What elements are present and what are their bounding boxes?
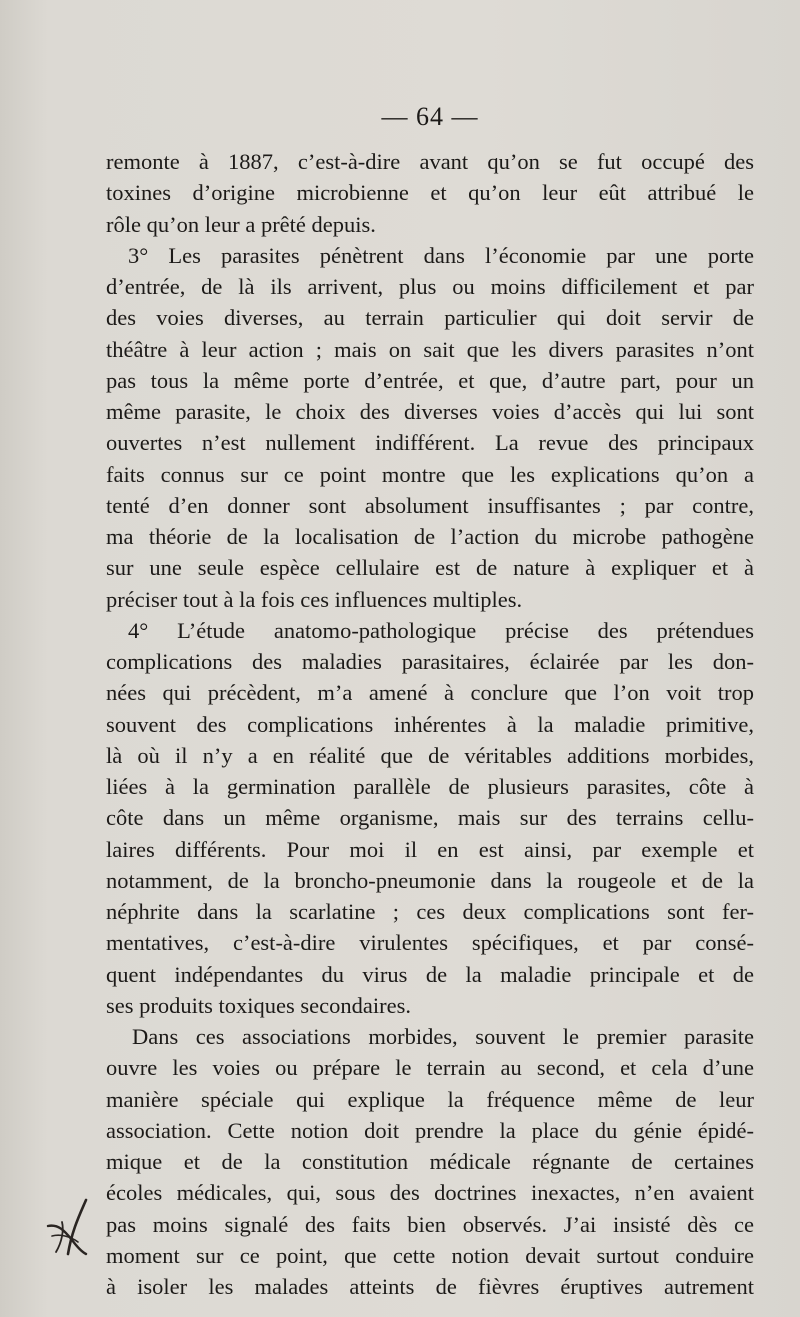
text-line: pas tous la même porte d’entrée, et que, d’autre part, pour un <box>106 367 754 393</box>
text-line: nées qui précèdent, m’a amené à conclure que l’on voit trop <box>106 680 754 706</box>
text-line: tenté d’en donner sont absolument insuffisantes ; par contre, <box>106 492 754 518</box>
text-line: mique et de la constitution médicale régnante de certaines <box>106 1149 754 1174</box>
text-line: ses produits toxiques secondaires. <box>106 992 411 1018</box>
text-line: liées à la germination parallèle de plusieurs parasites, côte à <box>106 774 754 799</box>
text-line: à isoler les malades atteints de fièvres éruptives autrement <box>106 1274 754 1299</box>
text-line: moment sur ce point, que cette notion devait surtout conduire <box>106 1242 754 1268</box>
text-line: Dans ces associations morbides, souvent le premier parasite <box>132 1024 754 1049</box>
text-line: ouvertes n’est nullement indifférent. La revue des principaux <box>106 430 754 456</box>
text-line: souvent des complications inhérentes à la maladie primitive, <box>106 711 754 737</box>
text-line: des voies diverses, au terrain particulier qui doit servir de <box>106 305 754 331</box>
text-line: notamment, de la broncho-pneumonie dans la rougeole et de la <box>106 867 754 893</box>
text-line: ma théorie de la localisation de l’action du microbe pathogène <box>106 524 754 549</box>
text-line: préciser tout à la fois ces influences multiples. <box>106 586 523 612</box>
text-line: complications des maladies parasitaires, éclairée par les don- <box>106 649 754 674</box>
text-line: toxines d’origine microbienne et qu’on leur eût attribué le <box>106 180 754 206</box>
text-line: faits connus sur ce point montre que les explications qu’on a <box>106 461 754 487</box>
text-line: écoles médicales, qui, sous des doctrines inexactes, n’en avaient <box>106 1180 754 1206</box>
handwritten-margin-mark-icon <box>42 1196 96 1258</box>
text-line: laires différents. Pour moi il en est ainsi, par exemple et <box>106 836 754 862</box>
text-line: côte dans un même organisme, mais sur des terrains cellu- <box>106 805 754 831</box>
text-line: remonte à 1887, c’est-à-dire avant qu’on se fut occupé des <box>106 149 754 174</box>
text-line: rôle qu’on leur a prêté depuis. <box>106 211 376 237</box>
text-line: théâtre à leur action ; mais on sait que les divers parasites n’ont <box>106 336 754 362</box>
text-line: 4° L’étude anatomo-pathologique précise des prétendues <box>128 617 754 643</box>
text-line: d’entrée, de là ils arrivent, plus ou moins difficilement et par <box>106 274 754 299</box>
body-text <box>106 146 754 1302</box>
text-line: ouvre les voies ou prépare le terrain au second, et cela d’une <box>106 1055 754 1081</box>
text-line: manière spéciale qui explique la fréquence même de leur <box>106 1086 754 1112</box>
text-line: néphrite dans la scarlatine ; ces deux complications sont fer- <box>106 899 754 924</box>
text-line: association. Cette notion doit prendre la place du génie épidé- <box>106 1117 754 1143</box>
text-line: sur une seule espèce cellulaire est de nature à expliquer et à <box>106 555 754 581</box>
text-line: même parasite, le choix des diverses voies d’accès qui lui sont <box>106 399 754 424</box>
text-line: 3° Les parasites pénètrent dans l’économie par une porte <box>128 242 754 268</box>
text-line: pas moins signalé des faits bien observés. J’ai insisté dès ce <box>106 1211 754 1237</box>
text-line: mentatives, c’est-à-dire virulentes spécifiques, et par consé- <box>106 930 754 956</box>
text-line: là où il n’y a en réalité que de véritables additions morbides, <box>106 742 754 768</box>
page-number: — 64 — <box>381 102 479 131</box>
text-line: quent indépendantes du virus de la maladie principale et de <box>106 961 754 987</box>
